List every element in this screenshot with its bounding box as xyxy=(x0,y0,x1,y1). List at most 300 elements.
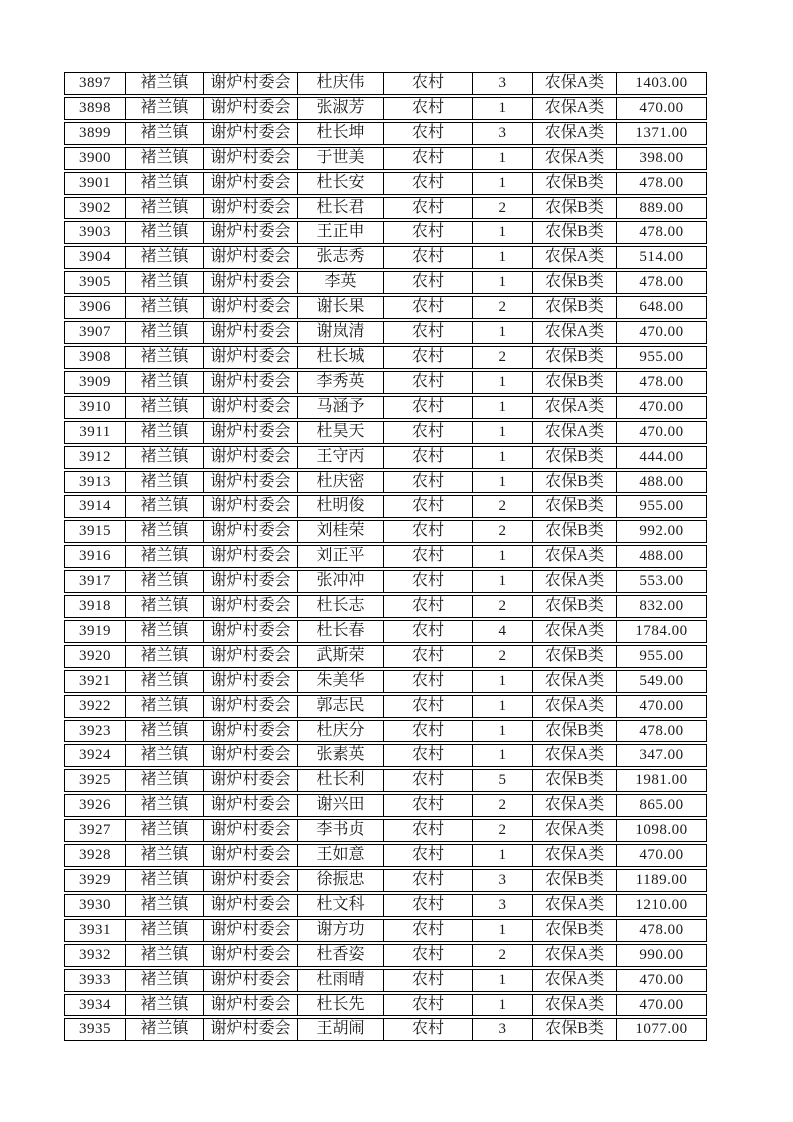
cell-insurance-class: 农保A类 xyxy=(532,794,616,817)
cell-household-category: 农村 xyxy=(383,769,472,792)
cell-person-name: 张素英 xyxy=(297,744,383,767)
cell-town: 褚兰镇 xyxy=(125,595,203,618)
cell-village-committee: 谢炉村委会 xyxy=(203,894,297,917)
cell-amount: 514.00 xyxy=(616,246,707,269)
cell-village-committee: 谢炉村委会 xyxy=(203,371,297,394)
cell-person-name: 刘正平 xyxy=(297,545,383,568)
table-row xyxy=(64,919,707,942)
cell-town: 褚兰镇 xyxy=(125,371,203,394)
cell-amount: 889.00 xyxy=(616,197,707,220)
table-row xyxy=(64,97,707,120)
cell-town: 褚兰镇 xyxy=(125,172,203,195)
cell-person-name: 李英 xyxy=(297,271,383,294)
cell-insurance-class: 农保A类 xyxy=(532,670,616,693)
cell-household-category: 农村 xyxy=(383,246,472,269)
cell-town: 褚兰镇 xyxy=(125,620,203,643)
cell-person-name: 李秀英 xyxy=(297,371,383,394)
table-row xyxy=(64,197,707,220)
cell-person-name: 杜明俊 xyxy=(297,495,383,518)
cell-town: 褚兰镇 xyxy=(125,744,203,767)
cell-serial-number: 3917 xyxy=(64,570,125,593)
cell-serial-number: 3911 xyxy=(64,421,125,444)
cell-amount: 1210.00 xyxy=(616,894,707,917)
cell-person-count: 3 xyxy=(472,894,532,917)
cell-person-name: 郭志民 xyxy=(297,695,383,718)
table-row xyxy=(64,620,707,643)
cell-person-name: 杜长君 xyxy=(297,197,383,220)
cell-village-committee: 谢炉村委会 xyxy=(203,147,297,170)
cell-insurance-class: 农保B类 xyxy=(532,520,616,543)
cell-amount: 444.00 xyxy=(616,446,707,469)
cell-amount: 470.00 xyxy=(616,321,707,344)
cell-insurance-class: 农保A类 xyxy=(532,396,616,419)
cell-insurance-class: 农保A类 xyxy=(532,570,616,593)
cell-person-count: 2 xyxy=(472,794,532,817)
cell-serial-number: 3919 xyxy=(64,620,125,643)
cell-person-count: 1 xyxy=(472,446,532,469)
cell-household-category: 农村 xyxy=(383,545,472,568)
cell-village-committee: 谢炉村委会 xyxy=(203,670,297,693)
cell-amount: 549.00 xyxy=(616,670,707,693)
cell-insurance-class: 农保B类 xyxy=(532,371,616,394)
table-row xyxy=(64,1018,707,1041)
cell-person-name: 于世美 xyxy=(297,147,383,170)
cell-amount: 648.00 xyxy=(616,296,707,319)
cell-person-count: 2 xyxy=(472,197,532,220)
cell-serial-number: 3934 xyxy=(64,994,125,1017)
cell-serial-number: 3910 xyxy=(64,396,125,419)
table-row xyxy=(64,446,707,469)
cell-village-committee: 谢炉村委会 xyxy=(203,545,297,568)
table-row xyxy=(64,844,707,867)
cell-town: 褚兰镇 xyxy=(125,271,203,294)
cell-village-committee: 谢炉村委会 xyxy=(203,520,297,543)
cell-amount: 865.00 xyxy=(616,794,707,817)
cell-insurance-class: 农保B类 xyxy=(532,495,616,518)
cell-town: 褚兰镇 xyxy=(125,720,203,743)
cell-town: 褚兰镇 xyxy=(125,147,203,170)
cell-person-count: 4 xyxy=(472,620,532,643)
cell-village-committee: 谢炉村委会 xyxy=(203,97,297,120)
cell-household-category: 农村 xyxy=(383,446,472,469)
cell-insurance-class: 农保A类 xyxy=(532,147,616,170)
cell-household-category: 农村 xyxy=(383,670,472,693)
table-row xyxy=(64,944,707,967)
cell-household-category: 农村 xyxy=(383,919,472,942)
cell-household-category: 农村 xyxy=(383,346,472,369)
cell-insurance-class: 农保A类 xyxy=(532,969,616,992)
cell-town: 褚兰镇 xyxy=(125,844,203,867)
table-row xyxy=(64,520,707,543)
table-row xyxy=(64,744,707,767)
cell-household-category: 农村 xyxy=(383,645,472,668)
cell-person-count: 2 xyxy=(472,645,532,668)
cell-household-category: 农村 xyxy=(383,72,472,95)
cell-household-category: 农村 xyxy=(383,994,472,1017)
cell-insurance-class: 农保A类 xyxy=(532,421,616,444)
cell-amount: 478.00 xyxy=(616,919,707,942)
cell-town: 褚兰镇 xyxy=(125,944,203,967)
table-row xyxy=(64,794,707,817)
cell-insurance-class: 农保B类 xyxy=(532,471,616,494)
cell-household-category: 农村 xyxy=(383,1018,472,1041)
cell-person-name: 张志秀 xyxy=(297,246,383,269)
table-row xyxy=(64,769,707,792)
cell-amount: 470.00 xyxy=(616,969,707,992)
cell-person-name: 杜庆密 xyxy=(297,471,383,494)
cell-person-count: 1 xyxy=(472,844,532,867)
cell-household-category: 农村 xyxy=(383,396,472,419)
table-row xyxy=(64,645,707,668)
table-row xyxy=(64,969,707,992)
cell-amount: 478.00 xyxy=(616,371,707,394)
cell-village-committee: 谢炉村委会 xyxy=(203,321,297,344)
cell-household-category: 农村 xyxy=(383,421,472,444)
cell-person-name: 杜长坤 xyxy=(297,122,383,145)
cell-person-name: 张冲冲 xyxy=(297,570,383,593)
cell-serial-number: 3924 xyxy=(64,744,125,767)
cell-amount: 478.00 xyxy=(616,221,707,244)
cell-household-category: 农村 xyxy=(383,271,472,294)
cell-village-committee: 谢炉村委会 xyxy=(203,1018,297,1041)
cell-serial-number: 3929 xyxy=(64,869,125,892)
cell-person-count: 1 xyxy=(472,172,532,195)
cell-person-name: 杜长志 xyxy=(297,595,383,618)
cell-village-committee: 谢炉村委会 xyxy=(203,221,297,244)
table-row xyxy=(64,720,707,743)
cell-household-category: 农村 xyxy=(383,122,472,145)
cell-serial-number: 3899 xyxy=(64,122,125,145)
cell-village-committee: 谢炉村委会 xyxy=(203,72,297,95)
cell-household-category: 农村 xyxy=(383,471,472,494)
cell-serial-number: 3913 xyxy=(64,471,125,494)
cell-person-name: 杜文科 xyxy=(297,894,383,917)
cell-household-category: 农村 xyxy=(383,495,472,518)
cell-village-committee: 谢炉村委会 xyxy=(203,695,297,718)
cell-insurance-class: 农保A类 xyxy=(532,695,616,718)
cell-insurance-class: 农保B类 xyxy=(532,172,616,195)
cell-household-category: 农村 xyxy=(383,944,472,967)
cell-insurance-class: 农保A类 xyxy=(532,545,616,568)
cell-insurance-class: 农保B类 xyxy=(532,271,616,294)
cell-amount: 347.00 xyxy=(616,744,707,767)
cell-village-committee: 谢炉村委会 xyxy=(203,969,297,992)
cell-person-count: 2 xyxy=(472,520,532,543)
cell-person-name: 杜昊天 xyxy=(297,421,383,444)
cell-serial-number: 3905 xyxy=(64,271,125,294)
cell-person-name: 杜庆分 xyxy=(297,720,383,743)
cell-person-count: 2 xyxy=(472,819,532,842)
cell-person-count: 2 xyxy=(472,944,532,967)
table-row xyxy=(64,869,707,892)
cell-village-committee: 谢炉村委会 xyxy=(203,944,297,967)
cell-insurance-class: 农保A类 xyxy=(532,994,616,1017)
cell-person-name: 杜长先 xyxy=(297,994,383,1017)
cell-town: 褚兰镇 xyxy=(125,894,203,917)
cell-village-committee: 谢炉村委会 xyxy=(203,246,297,269)
cell-person-name: 杜雨晴 xyxy=(297,969,383,992)
table-row xyxy=(64,122,707,145)
cell-person-count: 1 xyxy=(472,919,532,942)
cell-insurance-class: 农保A类 xyxy=(532,246,616,269)
cell-insurance-class: 农保A类 xyxy=(532,97,616,120)
table-row xyxy=(64,894,707,917)
cell-village-committee: 谢炉村委会 xyxy=(203,744,297,767)
cell-serial-number: 3901 xyxy=(64,172,125,195)
cell-town: 褚兰镇 xyxy=(125,994,203,1017)
cell-town: 褚兰镇 xyxy=(125,1018,203,1041)
cell-town: 褚兰镇 xyxy=(125,794,203,817)
cell-household-category: 农村 xyxy=(383,720,472,743)
cell-village-committee: 谢炉村委会 xyxy=(203,421,297,444)
cell-serial-number: 3932 xyxy=(64,944,125,967)
cell-town: 褚兰镇 xyxy=(125,969,203,992)
cell-village-committee: 谢炉村委会 xyxy=(203,197,297,220)
cell-person-name: 杜香姿 xyxy=(297,944,383,967)
cell-person-count: 1 xyxy=(472,670,532,693)
cell-serial-number: 3909 xyxy=(64,371,125,394)
cell-amount: 1981.00 xyxy=(616,769,707,792)
cell-amount: 470.00 xyxy=(616,844,707,867)
cell-amount: 1189.00 xyxy=(616,869,707,892)
cell-town: 褚兰镇 xyxy=(125,246,203,269)
cell-village-committee: 谢炉村委会 xyxy=(203,446,297,469)
cell-village-committee: 谢炉村委会 xyxy=(203,794,297,817)
cell-household-category: 农村 xyxy=(383,321,472,344)
cell-town: 褚兰镇 xyxy=(125,221,203,244)
cell-serial-number: 3906 xyxy=(64,296,125,319)
cell-village-committee: 谢炉村委会 xyxy=(203,595,297,618)
cell-village-committee: 谢炉村委会 xyxy=(203,819,297,842)
cell-household-category: 农村 xyxy=(383,221,472,244)
cell-person-name: 杜长春 xyxy=(297,620,383,643)
cell-insurance-class: 农保B类 xyxy=(532,919,616,942)
cell-amount: 955.00 xyxy=(616,645,707,668)
cell-town: 褚兰镇 xyxy=(125,346,203,369)
cell-town: 褚兰镇 xyxy=(125,321,203,344)
cell-village-committee: 谢炉村委会 xyxy=(203,994,297,1017)
cell-serial-number: 3912 xyxy=(64,446,125,469)
cell-person-count: 1 xyxy=(472,720,532,743)
cell-person-count: 1 xyxy=(472,246,532,269)
cell-serial-number: 3923 xyxy=(64,720,125,743)
table-row xyxy=(64,147,707,170)
cell-village-committee: 谢炉村委会 xyxy=(203,271,297,294)
cell-insurance-class: 农保B类 xyxy=(532,595,616,618)
table-row xyxy=(64,346,707,369)
cell-household-category: 农村 xyxy=(383,794,472,817)
cell-village-committee: 谢炉村委会 xyxy=(203,720,297,743)
pension-roster-table xyxy=(64,70,707,1043)
cell-person-name: 王胡闹 xyxy=(297,1018,383,1041)
cell-town: 褚兰镇 xyxy=(125,97,203,120)
cell-town: 褚兰镇 xyxy=(125,570,203,593)
cell-village-committee: 谢炉村委会 xyxy=(203,396,297,419)
cell-insurance-class: 农保B类 xyxy=(532,1018,616,1041)
cell-household-category: 农村 xyxy=(383,894,472,917)
cell-village-committee: 谢炉村委会 xyxy=(203,844,297,867)
cell-town: 褚兰镇 xyxy=(125,545,203,568)
cell-amount: 955.00 xyxy=(616,346,707,369)
cell-town: 褚兰镇 xyxy=(125,122,203,145)
cell-household-category: 农村 xyxy=(383,570,472,593)
table-row xyxy=(64,296,707,319)
cell-serial-number: 3902 xyxy=(64,197,125,220)
table-row xyxy=(64,670,707,693)
cell-household-category: 农村 xyxy=(383,620,472,643)
cell-insurance-class: 农保A类 xyxy=(532,321,616,344)
cell-person-name: 杜长利 xyxy=(297,769,383,792)
cell-serial-number: 3935 xyxy=(64,1018,125,1041)
cell-person-count: 1 xyxy=(472,695,532,718)
cell-insurance-class: 农保B类 xyxy=(532,869,616,892)
cell-town: 褚兰镇 xyxy=(125,197,203,220)
cell-village-committee: 谢炉村委会 xyxy=(203,122,297,145)
cell-person-name: 马涵予 xyxy=(297,396,383,419)
cell-person-name: 朱美华 xyxy=(297,670,383,693)
cell-town: 褚兰镇 xyxy=(125,769,203,792)
cell-household-category: 农村 xyxy=(383,296,472,319)
cell-person-name: 谢方功 xyxy=(297,919,383,942)
cell-insurance-class: 农保A类 xyxy=(532,122,616,145)
cell-serial-number: 3904 xyxy=(64,246,125,269)
cell-insurance-class: 农保A类 xyxy=(532,744,616,767)
cell-household-category: 农村 xyxy=(383,97,472,120)
table-row xyxy=(64,545,707,568)
cell-serial-number: 3920 xyxy=(64,645,125,668)
cell-person-count: 1 xyxy=(472,221,532,244)
cell-person-count: 1 xyxy=(472,147,532,170)
cell-serial-number: 3930 xyxy=(64,894,125,917)
cell-village-committee: 谢炉村委会 xyxy=(203,570,297,593)
cell-serial-number: 3928 xyxy=(64,844,125,867)
cell-amount: 470.00 xyxy=(616,396,707,419)
cell-insurance-class: 农保B类 xyxy=(532,446,616,469)
table-row xyxy=(64,495,707,518)
cell-town: 褚兰镇 xyxy=(125,645,203,668)
cell-person-name: 王守丙 xyxy=(297,446,383,469)
cell-insurance-class: 农保B类 xyxy=(532,720,616,743)
cell-person-count: 2 xyxy=(472,595,532,618)
cell-insurance-class: 农保A类 xyxy=(532,844,616,867)
cell-household-category: 农村 xyxy=(383,695,472,718)
cell-amount: 488.00 xyxy=(616,545,707,568)
cell-amount: 488.00 xyxy=(616,471,707,494)
cell-person-count: 3 xyxy=(472,72,532,95)
cell-person-count: 1 xyxy=(472,97,532,120)
cell-serial-number: 3922 xyxy=(64,695,125,718)
cell-household-category: 农村 xyxy=(383,197,472,220)
cell-serial-number: 3908 xyxy=(64,346,125,369)
table-row xyxy=(64,246,707,269)
cell-serial-number: 3900 xyxy=(64,147,125,170)
table-row xyxy=(64,271,707,294)
cell-person-count: 1 xyxy=(472,545,532,568)
cell-insurance-class: 农保B类 xyxy=(532,197,616,220)
cell-person-name: 徐振忠 xyxy=(297,869,383,892)
cell-insurance-class: 农保B类 xyxy=(532,296,616,319)
cell-person-count: 1 xyxy=(472,371,532,394)
cell-amount: 1403.00 xyxy=(616,72,707,95)
cell-amount: 1098.00 xyxy=(616,819,707,842)
cell-town: 褚兰镇 xyxy=(125,495,203,518)
cell-insurance-class: 农保A类 xyxy=(532,894,616,917)
cell-village-committee: 谢炉村委会 xyxy=(203,869,297,892)
cell-amount: 990.00 xyxy=(616,944,707,967)
cell-village-committee: 谢炉村委会 xyxy=(203,471,297,494)
cell-insurance-class: 农保A类 xyxy=(532,819,616,842)
cell-insurance-class: 农保B类 xyxy=(532,346,616,369)
cell-person-name: 谢岚清 xyxy=(297,321,383,344)
cell-town: 褚兰镇 xyxy=(125,471,203,494)
cell-serial-number: 3933 xyxy=(64,969,125,992)
cell-person-count: 2 xyxy=(472,296,532,319)
cell-household-category: 农村 xyxy=(383,819,472,842)
cell-serial-number: 3914 xyxy=(64,495,125,518)
cell-person-name: 李书贞 xyxy=(297,819,383,842)
cell-village-committee: 谢炉村委会 xyxy=(203,620,297,643)
cell-village-committee: 谢炉村委会 xyxy=(203,645,297,668)
cell-serial-number: 3915 xyxy=(64,520,125,543)
cell-serial-number: 3916 xyxy=(64,545,125,568)
cell-amount: 470.00 xyxy=(616,994,707,1017)
cell-amount: 1371.00 xyxy=(616,122,707,145)
cell-household-category: 农村 xyxy=(383,172,472,195)
cell-town: 褚兰镇 xyxy=(125,819,203,842)
cell-serial-number: 3925 xyxy=(64,769,125,792)
cell-person-count: 3 xyxy=(472,869,532,892)
cell-amount: 955.00 xyxy=(616,495,707,518)
cell-town: 褚兰镇 xyxy=(125,670,203,693)
table-row xyxy=(64,172,707,195)
cell-amount: 470.00 xyxy=(616,97,707,120)
cell-person-count: 1 xyxy=(472,271,532,294)
cell-person-count: 1 xyxy=(472,396,532,419)
cell-village-committee: 谢炉村委会 xyxy=(203,296,297,319)
cell-town: 褚兰镇 xyxy=(125,72,203,95)
cell-town: 褚兰镇 xyxy=(125,869,203,892)
cell-person-count: 2 xyxy=(472,495,532,518)
cell-person-count: 5 xyxy=(472,769,532,792)
cell-village-committee: 谢炉村委会 xyxy=(203,346,297,369)
cell-amount: 478.00 xyxy=(616,172,707,195)
cell-village-committee: 谢炉村委会 xyxy=(203,919,297,942)
cell-person-count: 1 xyxy=(472,421,532,444)
cell-amount: 553.00 xyxy=(616,570,707,593)
cell-town: 褚兰镇 xyxy=(125,421,203,444)
cell-amount: 1077.00 xyxy=(616,1018,707,1041)
cell-town: 褚兰镇 xyxy=(125,296,203,319)
cell-serial-number: 3931 xyxy=(64,919,125,942)
cell-person-name: 张淑芳 xyxy=(297,97,383,120)
cell-amount: 398.00 xyxy=(616,147,707,170)
cell-person-name: 武斯荣 xyxy=(297,645,383,668)
cell-serial-number: 3897 xyxy=(64,72,125,95)
table-row xyxy=(64,471,707,494)
cell-insurance-class: 农保B类 xyxy=(532,221,616,244)
cell-person-name: 刘桂荣 xyxy=(297,520,383,543)
table-row xyxy=(64,72,707,95)
cell-person-name: 王如意 xyxy=(297,844,383,867)
cell-town: 褚兰镇 xyxy=(125,520,203,543)
cell-insurance-class: 农保B类 xyxy=(532,769,616,792)
cell-amount: 470.00 xyxy=(616,695,707,718)
cell-serial-number: 3907 xyxy=(64,321,125,344)
cell-household-category: 农村 xyxy=(383,147,472,170)
table-row xyxy=(64,221,707,244)
cell-amount: 478.00 xyxy=(616,271,707,294)
cell-town: 褚兰镇 xyxy=(125,695,203,718)
